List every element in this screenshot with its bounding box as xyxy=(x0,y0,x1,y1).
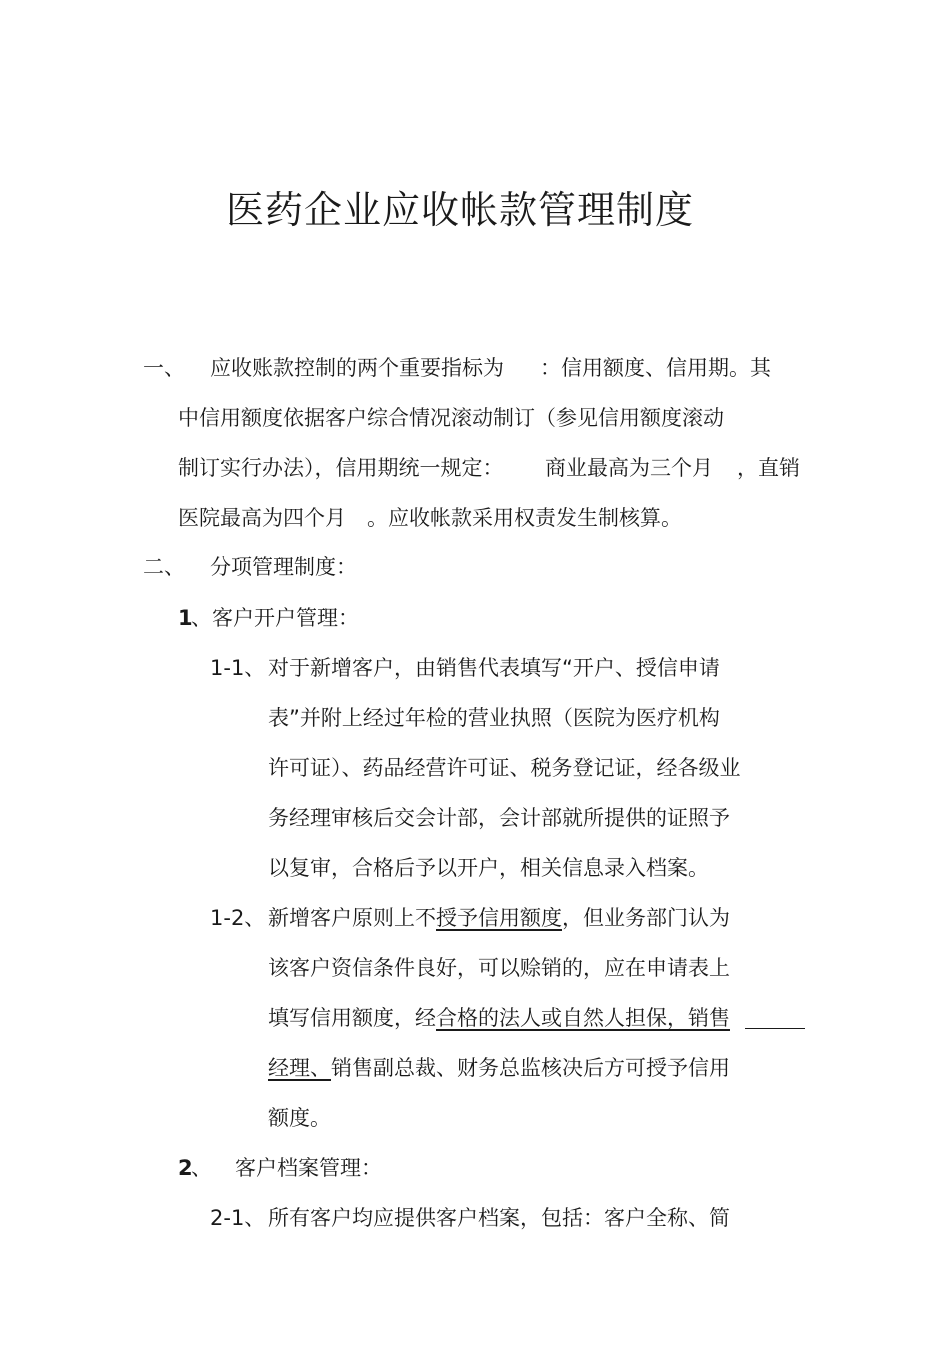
item2-number: 2 xyxy=(178,1156,193,1180)
underlined-manager-phrase: 经理、 xyxy=(268,1056,331,1080)
item2-marker: 、 xyxy=(191,1156,212,1180)
item2-1-number: 2-1、 xyxy=(210,1206,266,1230)
underlined-guarantee-phrase: 合格的法人或自然人担保，销售 xyxy=(436,1006,730,1030)
section1-line1-part1: 应收账款控制的两个重要指标为 xyxy=(210,356,504,380)
section1-line3-part2: 商业最高为三个月 xyxy=(545,456,713,480)
item1-2-line4-part2: 销售副总裁、财务总监核决后方可授予信用 xyxy=(331,1056,730,1080)
item1-1-line2: 表”并附上经过年检的营业执照（医院为医疗机构 xyxy=(268,706,720,730)
section1-marker: 一、 xyxy=(143,356,185,380)
item1-1-line4: 务经理审核后交会计部，会计部就所提供的证照予 xyxy=(268,806,730,830)
section2-marker: 二、 xyxy=(143,555,185,579)
item1-2-line3 xyxy=(268,1003,730,1033)
section1-line4-part2: 。应收帐款采用权责发生制核算。 xyxy=(367,506,682,530)
item1-2-number: 1-2、 xyxy=(210,906,266,930)
item1-2-line3-part1: 填写信用额度，经 xyxy=(268,1006,436,1030)
section1-line2: 中信用额度依据客户综合情况滚动制订（参见信用额度滚动 xyxy=(178,406,724,430)
item1-2-line4 xyxy=(268,1053,730,1083)
item1-1-line3: 许可证）、药品经营许可证、税务登记证，经各级业 xyxy=(268,756,741,780)
item1-2-line5: 额度。 xyxy=(268,1106,331,1130)
item1-2-line1-part1: 新增客户原则上不 xyxy=(268,906,436,930)
item1-2-line2: 该客户资信条件良好，可以赊销的，应在申请表上 xyxy=(268,956,730,980)
item1-heading: 、客户开户管理： xyxy=(191,606,359,630)
underline-extension xyxy=(745,1028,805,1029)
section1-line3-part1: 制订实行办法），信用期统一规定： xyxy=(178,456,504,480)
section2-heading: 分项管理制度： xyxy=(210,555,357,579)
item2-heading: 客户档案管理： xyxy=(235,1156,382,1180)
item1-1-number: 1-1、 xyxy=(210,656,266,680)
underlined-credit-phrase: 授予信用额度 xyxy=(436,906,562,930)
document-title: 医药企业应收帐款管理制度 xyxy=(225,188,694,232)
section1-line3-part3: ，直销 xyxy=(737,456,800,480)
item1-1-line1: 对于新增客户，由销售代表填写“开户、授信申请 xyxy=(268,656,720,680)
item1-number: 1 xyxy=(178,606,193,630)
item1-2-line1-part3: ，但业务部门认为 xyxy=(562,906,730,930)
section1-line4-part1: 医院最高为四个月 xyxy=(178,506,346,530)
item1-1-line5: 以复审，合格后予以开户，相关信息录入档案。 xyxy=(268,856,709,880)
item1-2-line1 xyxy=(268,903,730,933)
section1-line1-part2: ：信用额度、信用期。其 xyxy=(540,356,771,380)
item2-1-line1: 所有客户均应提供客户档案，包括：客户全称、简 xyxy=(268,1206,730,1230)
